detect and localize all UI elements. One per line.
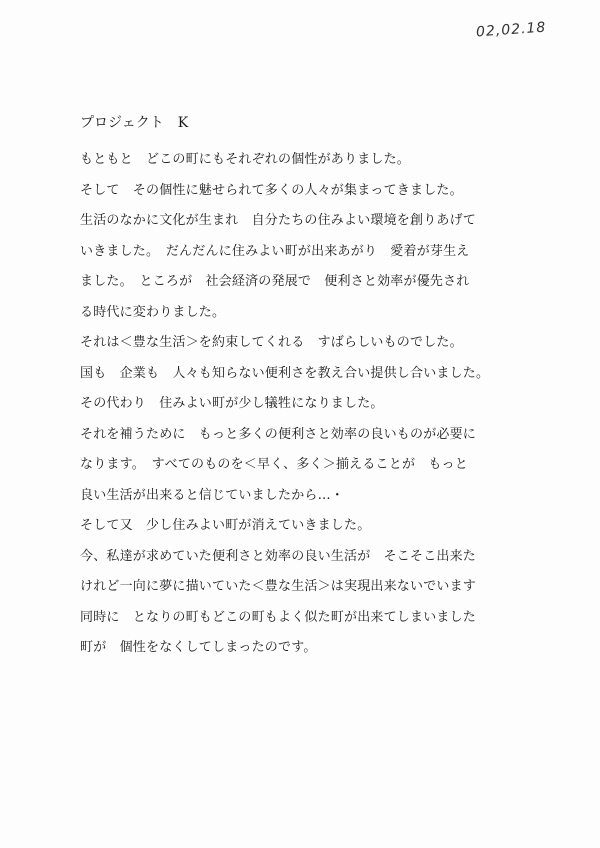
text-line: それは＜豊な生活＞を約束してくれる すばらしいものでした。: [80, 335, 463, 350]
text-line: いきました。 だんだんに住みよい町が出来あがり 愛着が芽生え: [80, 243, 470, 259]
handwritten-date: 02,02.18: [475, 19, 547, 41]
text-line: けれど一向に夢に描いていた＜豊な生活＞は実現出来ないでいます: [80, 579, 477, 594]
text-line: 町が 個性をなくしてしまったのです。: [80, 640, 317, 655]
text-line: 同時に となりの町もどこの町もよく似た町が出来てしまいました: [80, 609, 477, 625]
text-line: 国も 企業も 人々も知らない便利さを教え合い提供し合いました。: [80, 365, 490, 381]
text-line: そして又 少し住みよい町が消えていきました。: [80, 518, 371, 533]
text-line: 今、私達が求めていた便利さと効率の良い生活が そこそこ出来た: [80, 548, 477, 564]
text-line: もともと どこの町にもそれぞれの個性がありました。: [80, 152, 411, 167]
text-line: ました。 ところが 社会経済の発展で 便利さと効率が優先され: [80, 274, 470, 289]
text-line: なります。 すべてのものを＜早く、多く＞揃えることが もっと: [80, 457, 468, 472]
text-line: それを補うために もっと多くの便利さと効率の良いものが必要に: [80, 426, 477, 442]
text-line: 良い生活が出来ると信じていましたから…・: [80, 487, 345, 503]
body-text: [80, 150, 520, 669]
text-line: 生活のなかに文化が生まれ 自分たちの住みよい環境を創りあげて: [80, 213, 477, 228]
text-line: そして その個性に魅せられて多くの人々が集まってきました。: [80, 182, 463, 198]
text-line: る時代に変わりました。: [80, 304, 226, 320]
text-line: その代わり 住みよい町が少し犠牲になりました。: [80, 396, 384, 411]
document-title: プロジェクト K: [80, 115, 189, 131]
